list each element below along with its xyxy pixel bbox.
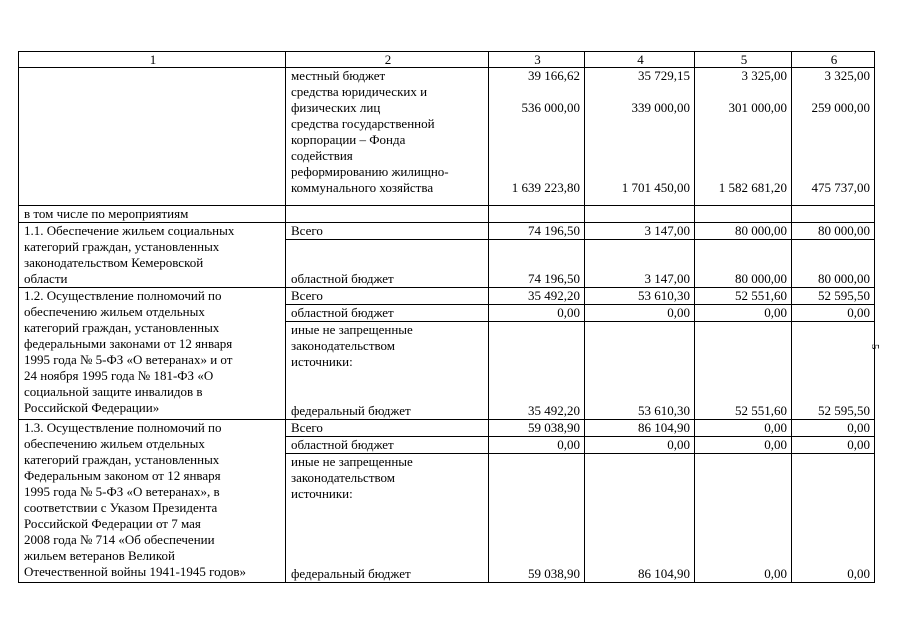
value-cell <box>489 68 585 206</box>
description-line: 1995 года № 5-ФЗ «О ветеранах», в <box>24 483 220 499</box>
value: 0,00 <box>792 436 875 453</box>
other-sources-label <box>286 322 489 371</box>
value: 3 325,00 <box>741 68 787 83</box>
value: 59 038,90 <box>489 502 585 583</box>
description-line: 24 ноября 1995 года № 181-ФЗ «О <box>24 368 214 383</box>
value: 86 104,90 <box>585 419 695 436</box>
value: 0,00 <box>695 419 792 436</box>
other-sources-line: законодательством <box>291 469 396 485</box>
description-line: жильем ветеранов Великой <box>24 547 175 563</box>
funding-sources-row <box>19 68 875 206</box>
column-number: 4 <box>585 52 695 68</box>
value: 52 551,60 <box>695 288 792 305</box>
value: 0,00 <box>792 502 875 583</box>
source-line: физических лиц <box>291 100 381 115</box>
value: 0,00 <box>585 305 695 322</box>
value: 74 196,50 <box>489 223 585 240</box>
value: 53 610,30 <box>585 370 695 419</box>
description-line: области <box>24 271 68 286</box>
value: 52 595,50 <box>792 288 875 305</box>
measure-3-description <box>19 419 286 583</box>
other-sources-label <box>286 453 489 502</box>
description-line: Российской Федерации от 7 мая <box>24 515 201 531</box>
value: 475 737,00 <box>811 180 870 195</box>
source-line: реформированию жилищно- <box>291 164 449 179</box>
value: 3 325,00 <box>824 68 870 83</box>
measure-1-total-row <box>19 223 875 240</box>
value: 59 038,90 <box>489 419 585 436</box>
value: 74 196,50 <box>489 240 585 288</box>
value: 0,00 <box>695 436 792 453</box>
total-label: Всего <box>286 223 489 240</box>
column-number: 2 <box>286 52 489 68</box>
value: 1 701 450,00 <box>621 180 690 195</box>
column-number: 6 <box>792 52 875 68</box>
value: 80 000,00 <box>695 223 792 240</box>
description-line: 1.3. Осуществление полномочий по <box>24 419 222 435</box>
value: 35 729,15 <box>638 68 690 83</box>
source-line: местный бюджет <box>291 68 386 83</box>
total-label: Всего <box>286 288 489 305</box>
value: 52 551,60 <box>695 370 792 419</box>
other-sources-line: источники: <box>291 485 353 501</box>
column-number: 5 <box>695 52 792 68</box>
value: 301 000,00 <box>728 100 787 115</box>
value: 1 582 681,20 <box>718 180 787 195</box>
value-cell <box>585 68 695 206</box>
value: 0,00 <box>695 305 792 322</box>
column-number: 1 <box>19 52 286 68</box>
description-line: Российской Федерации» <box>24 400 160 415</box>
value: 35 492,20 <box>489 288 585 305</box>
other-sources-line: источники: <box>291 354 353 369</box>
description-line: соответствии с Указом Президента <box>24 499 218 515</box>
value-cell <box>695 68 792 206</box>
column-number-row <box>19 52 875 68</box>
regional-label: областной бюджет <box>286 436 489 453</box>
description-line: обеспечению жильем отдельных <box>24 435 205 451</box>
other-sources-line: законодательством <box>291 338 396 353</box>
value: 86 104,90 <box>585 502 695 583</box>
federal-label: федеральный бюджет <box>286 370 489 419</box>
value: 0,00 <box>695 502 792 583</box>
value: 80 000,00 <box>792 240 875 288</box>
federal-label: федеральный бюджет <box>286 502 489 583</box>
measure-1-description <box>19 223 286 288</box>
regional-label: областной бюджет <box>286 240 489 288</box>
value: 0,00 <box>792 305 875 322</box>
description-line: 1.2. Осуществление полномочий по <box>24 288 222 303</box>
value: 0,00 <box>489 305 585 322</box>
value: 80 000,00 <box>695 240 792 288</box>
page-number: 5 <box>869 344 881 350</box>
value: 3 147,00 <box>585 223 695 240</box>
source-line: корпорации – Фонда <box>291 132 406 147</box>
value: 536 000,00 <box>521 100 580 115</box>
description-line: 2008 года № 714 «Об обеспечении <box>24 531 215 547</box>
value: 80 000,00 <box>792 223 875 240</box>
column-number: 3 <box>489 52 585 68</box>
source-line: средства государственной <box>291 116 435 131</box>
description-line: социальной защите инвалидов в <box>24 384 203 399</box>
including-row <box>19 206 875 223</box>
funding-sources-cell <box>286 68 489 206</box>
regional-label: областной бюджет <box>286 305 489 322</box>
value: 0,00 <box>585 436 695 453</box>
description-line: обеспечению жильем отдельных <box>24 304 205 319</box>
measure-2-description <box>19 288 286 420</box>
value: 1 639 223,80 <box>511 180 580 195</box>
value: 259 000,00 <box>811 100 870 115</box>
value: 53 610,30 <box>585 288 695 305</box>
source-line: средства юридических и <box>291 84 428 99</box>
source-line: содействия <box>291 148 353 163</box>
description-line: категорий граждан, установленных <box>24 239 220 254</box>
value: 35 492,20 <box>489 370 585 419</box>
budget-table <box>18 51 875 583</box>
total-label: Всего <box>286 419 489 436</box>
value-cell <box>792 68 875 206</box>
measure-3-total-row <box>19 419 875 436</box>
description-line: Федеральным законом от 12 января <box>24 467 221 483</box>
value: 0,00 <box>489 436 585 453</box>
description-line: 1995 года № 5-ФЗ «О ветеранах» и от <box>24 352 233 367</box>
description-line: законодательством Кемеровской <box>24 255 204 270</box>
measure-2-total-row <box>19 288 875 305</box>
description-line: 1.1. Обеспечение жильем социальных <box>24 223 235 238</box>
value: 0,00 <box>792 419 875 436</box>
value: 52 595,50 <box>792 370 875 419</box>
description-line: категорий граждан, установленных <box>24 320 220 335</box>
value: 3 147,00 <box>585 240 695 288</box>
other-sources-line: иные не запрещенные <box>291 322 413 337</box>
description-line: федеральными законами от 12 января <box>24 336 233 351</box>
including-label: в том числе по мероприятиям <box>19 206 286 223</box>
source-line: коммунального хозяйства <box>291 180 434 195</box>
description-line: категорий граждан, установленных <box>24 451 220 467</box>
empty-cell <box>19 68 286 206</box>
value: 339 000,00 <box>631 100 690 115</box>
value: 39 166,62 <box>528 68 580 83</box>
other-sources-line: иные не запрещенные <box>291 453 413 469</box>
description-line: Отечественной войны 1941-1945 годов» <box>24 563 246 579</box>
